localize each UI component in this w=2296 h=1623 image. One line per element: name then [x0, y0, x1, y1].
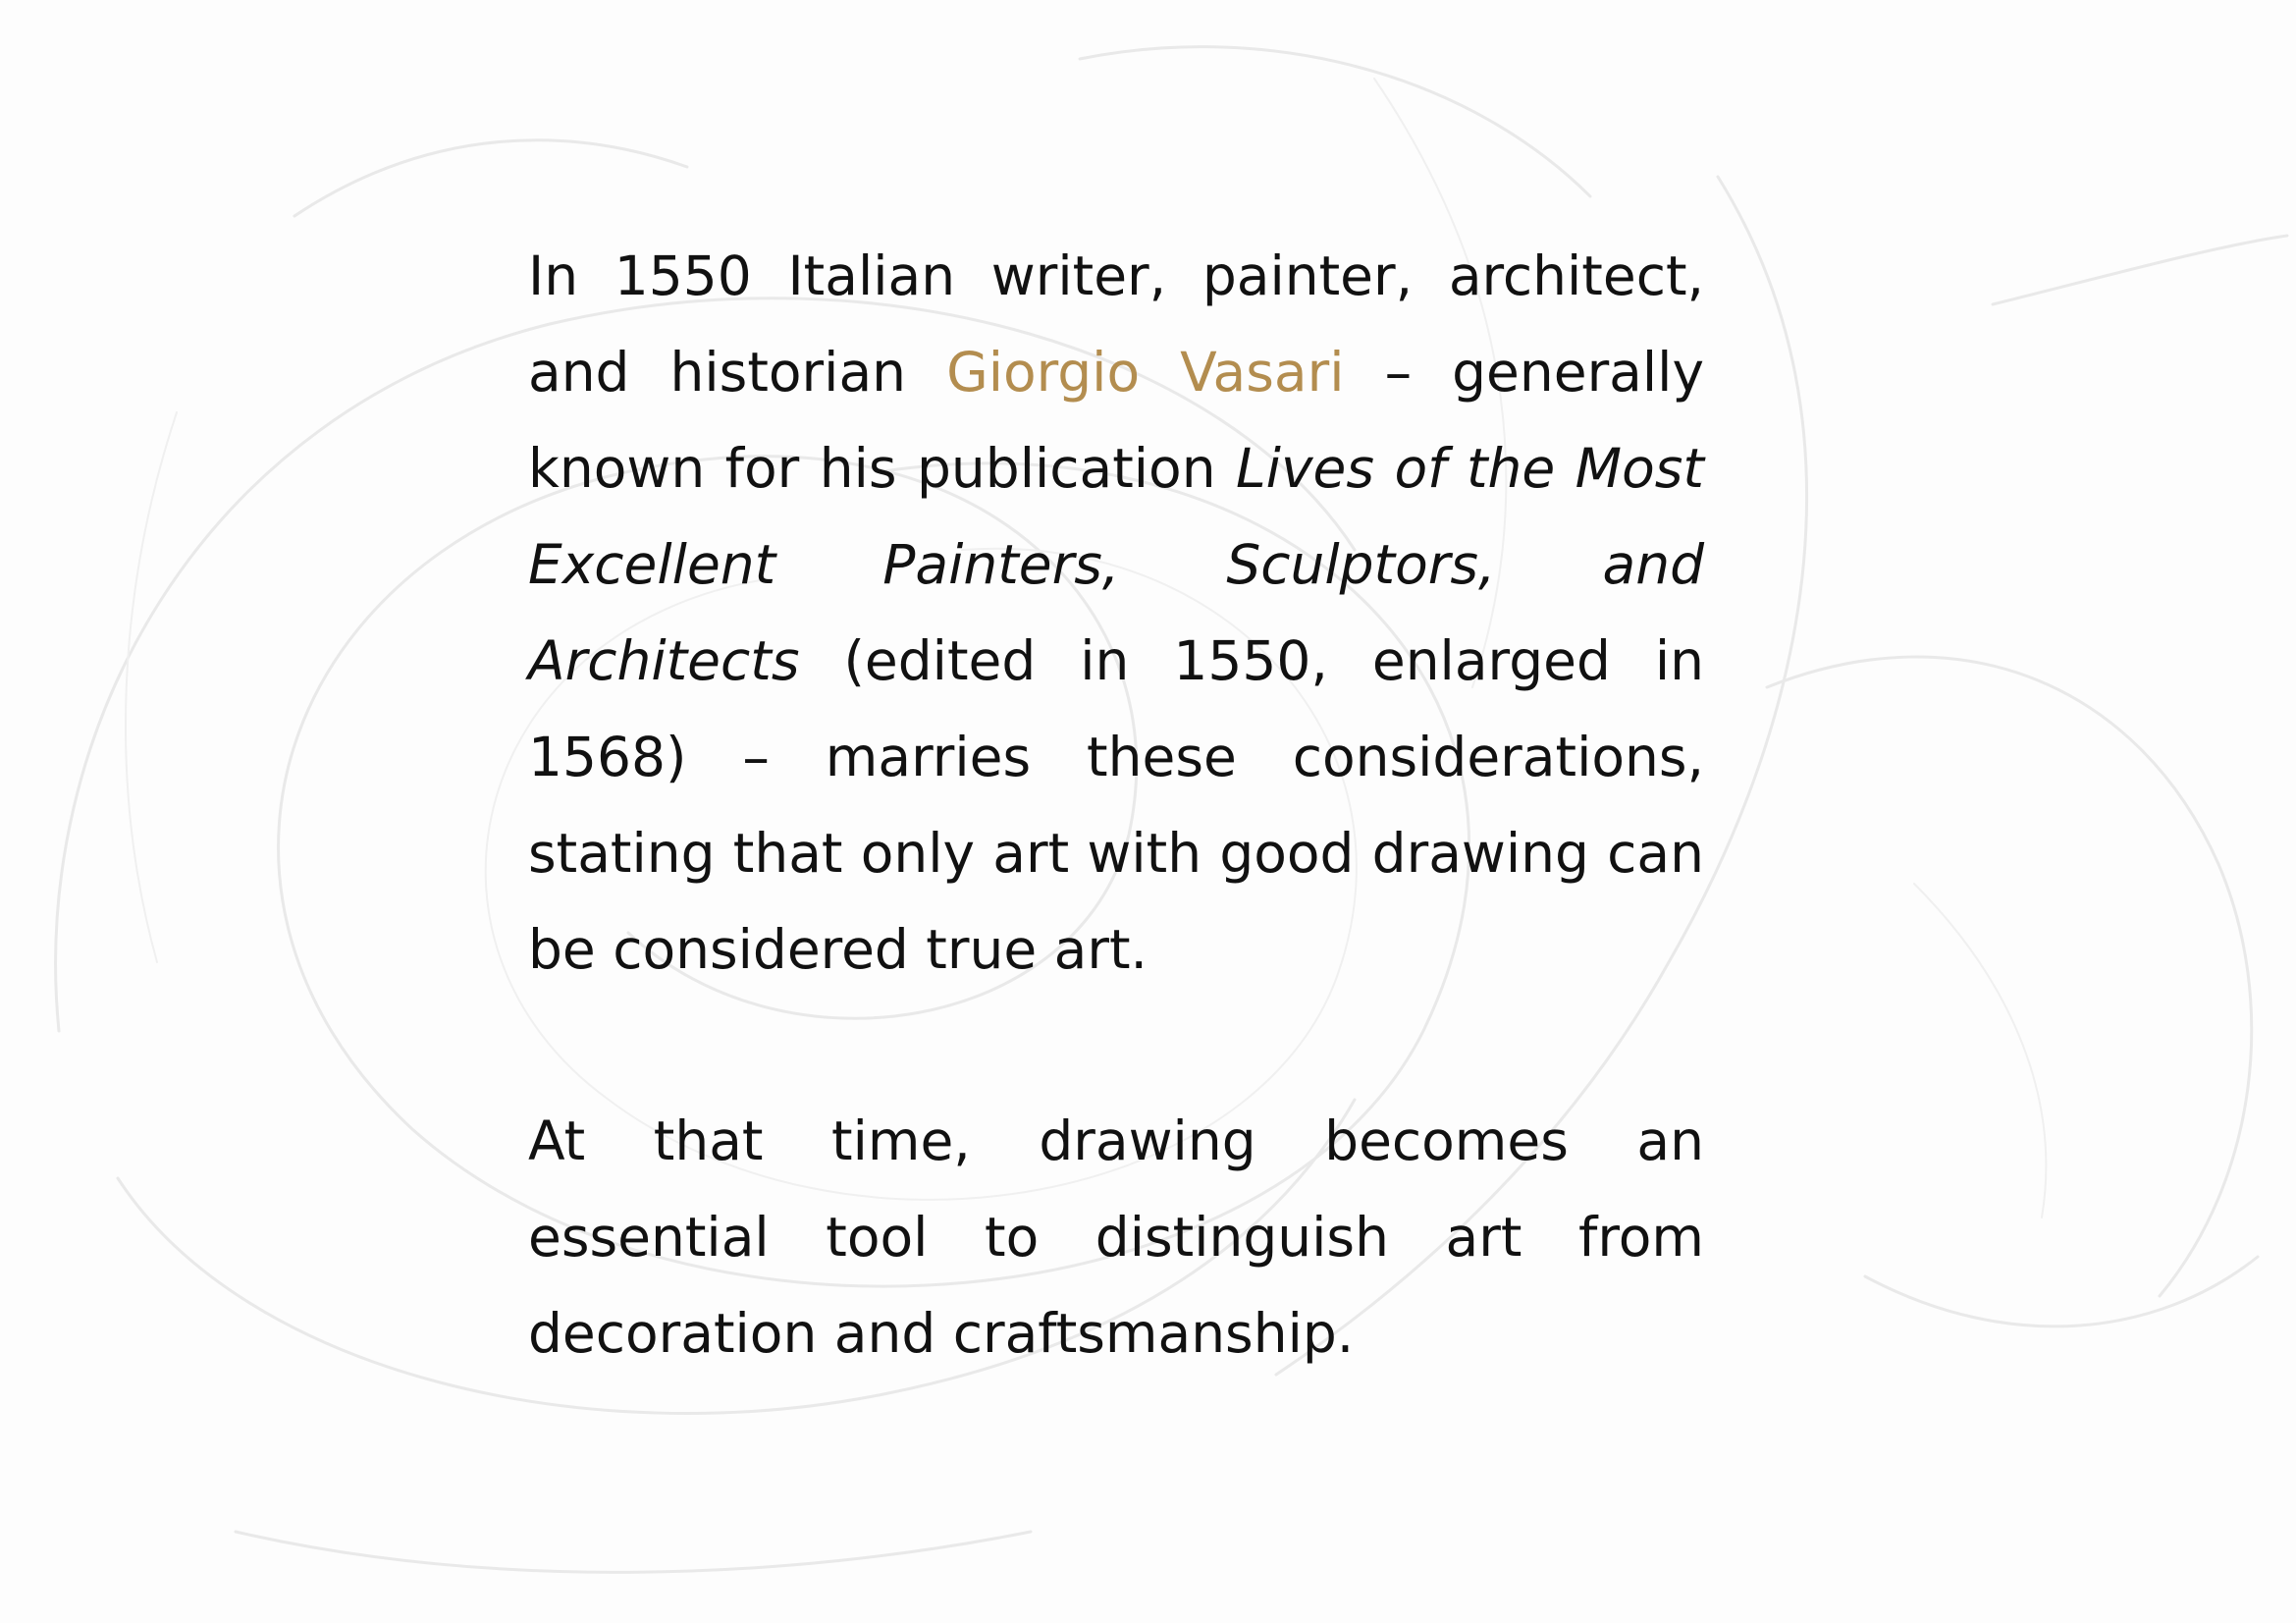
book-title: Lives of the Most Excellent Painters, Sculptors, and Architects [528, 437, 1704, 692]
body-text [528, 228, 1704, 1381]
paragraph-1-outro: (edited in 1550, enlarged in 1568) – marries these considerations, stating that only art with good drawing can be considered true art. [528, 629, 1704, 981]
paragraph-drawing: At that time, drawing becomes an essential tool to distinguish art from decoration and craftsmanship. [528, 1109, 1704, 1365]
paragraph-1-intro: In 1550 Italian writer, painter, architect, and historian [528, 244, 1704, 404]
paragraph-1-middle: – generally known for his publication [528, 341, 1705, 500]
paragraph-vasari [528, 228, 1704, 998]
person-name-link[interactable]: Giorgio Vasari [946, 341, 1345, 404]
